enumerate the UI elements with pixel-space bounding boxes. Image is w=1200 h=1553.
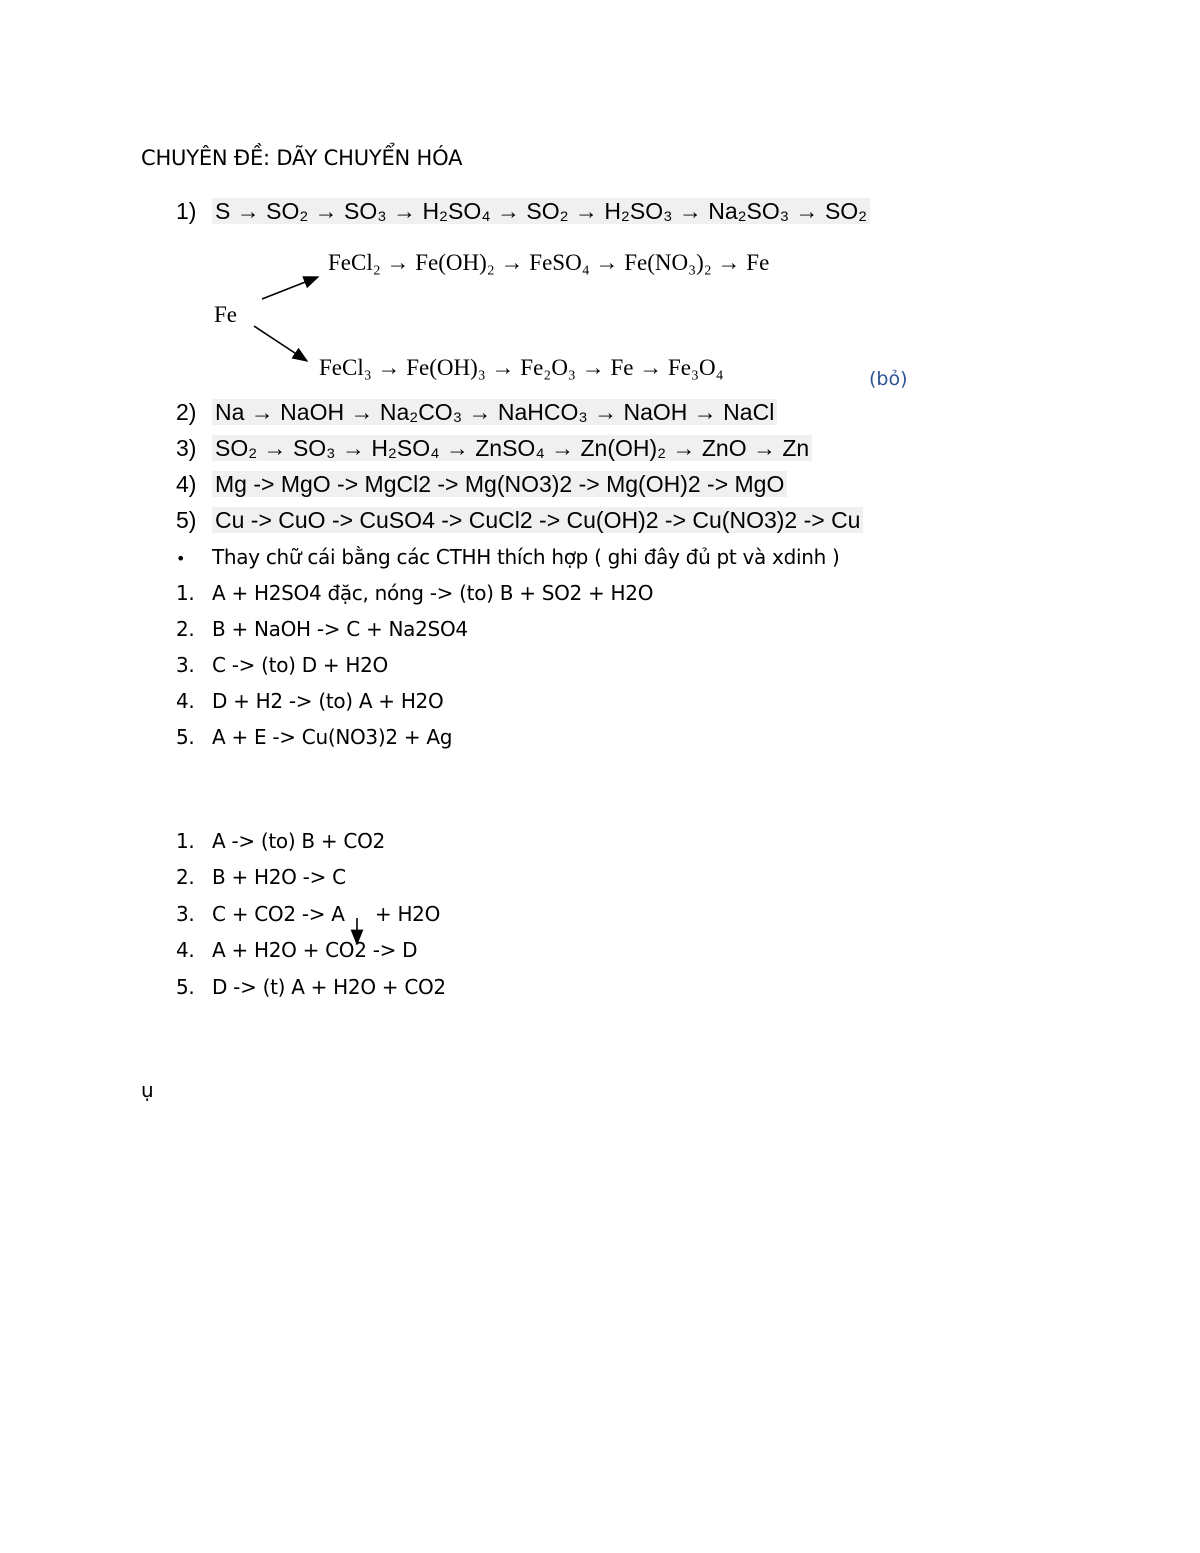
chain-number: 3) [176, 435, 197, 461]
chain-line-5 [176, 504, 863, 536]
item-number: 1. [176, 581, 195, 605]
list1-item [176, 722, 452, 752]
stray-character: ụ [141, 1078, 154, 1102]
item-number: 5. [176, 725, 195, 749]
list1-item [176, 578, 653, 608]
chain-line-3 [176, 432, 812, 464]
chain-number: 2) [176, 399, 197, 425]
item-text: B + H2O -> C [212, 865, 346, 889]
item-number: 3. [176, 653, 195, 677]
chain-text: Na → NaOH → Na₂CO₃ → NaHCO₃ → NaOH → NaCl [212, 399, 777, 425]
item-number: 4. [176, 938, 195, 962]
chain-text: SO₂ → SO₃ → H₂SO₄ → ZnSO₄ → Zn(OH)₂ → ZnO → Zn [212, 435, 812, 461]
chain-text: S → SO₂ → SO₃ → H₂SO₄ → SO₂ → H₂SO₃ → Na₂SO₃ → SO₂ [212, 198, 870, 224]
chain-number: 5) [176, 507, 197, 533]
list2-item [176, 972, 446, 1002]
item-text: D -> (t) A + H2O + CO2 [212, 975, 446, 999]
arrow-to-lower-branch [254, 326, 307, 361]
list1-item [176, 650, 388, 680]
item-number: 3. [176, 902, 195, 926]
task-instruction [176, 542, 840, 572]
item-text: C + CO2 -> A + H2O [212, 902, 441, 926]
arrow-to-upper-branch [262, 277, 318, 299]
item-text: B + NaOH -> C + Na2SO4 [212, 617, 468, 641]
item-text: A + H2O + CO2 -> D [212, 938, 418, 962]
item-number: 1. [176, 829, 195, 853]
item-number: 2. [176, 865, 195, 889]
item-text: A + E -> Cu(NO3)2 + Ag [212, 725, 453, 749]
fe-upper-branch: FeCl₂ → Fe(OH)₂ → FeSO₄ → Fe(NO₃)₂ → Fe [328, 250, 770, 275]
chain-number: 1) [176, 198, 197, 224]
item-number: 4. [176, 689, 195, 713]
list2-item [176, 899, 440, 929]
fe-lower-branch: FeCl₃ → Fe(OH)₃ → Fe₂O₃ → Fe → Fe₃O₄ [319, 355, 724, 380]
list2-item [176, 935, 417, 965]
item-text: C -> (to) D + H2O [212, 653, 388, 677]
chain-text: Cu -> CuO -> CuSO4 -> CuCl2 -> Cu(OH)2 -> Cu(NO3)2 -> Cu [212, 507, 863, 533]
task-text: Thay chữ cái bằng các CTHH thích hợp ( ghi đây đủ pt và xdinh ) [212, 545, 840, 569]
item-text: A + H2SO4 đặc, nóng -> (to) B + SO2 + H2O [212, 581, 654, 605]
list2-item [176, 862, 346, 892]
list1-item [176, 614, 468, 644]
list2-item [176, 826, 385, 856]
item-number: 2. [176, 617, 195, 641]
item-text: D + H2 -> (to) A + H2O [212, 689, 444, 713]
fe-start: Fe [214, 302, 237, 327]
item-number: 5. [176, 975, 195, 999]
bullet-icon: • [176, 549, 186, 568]
page-title: CHUYÊN ĐỀ: DÃY CHUYỂN HÓA [141, 146, 463, 170]
chain-number: 4) [176, 471, 197, 497]
chain-line-4 [176, 468, 787, 500]
chain-line-2 [176, 396, 777, 428]
list1-item [176, 686, 443, 716]
omit-note: (bỏ) [869, 368, 908, 390]
item-text: A -> (to) B + CO2 [212, 829, 385, 853]
chain-text: Mg -> MgO -> MgCl2 -> Mg(NO3)2 -> Mg(OH)2 -> MgO [212, 471, 787, 497]
